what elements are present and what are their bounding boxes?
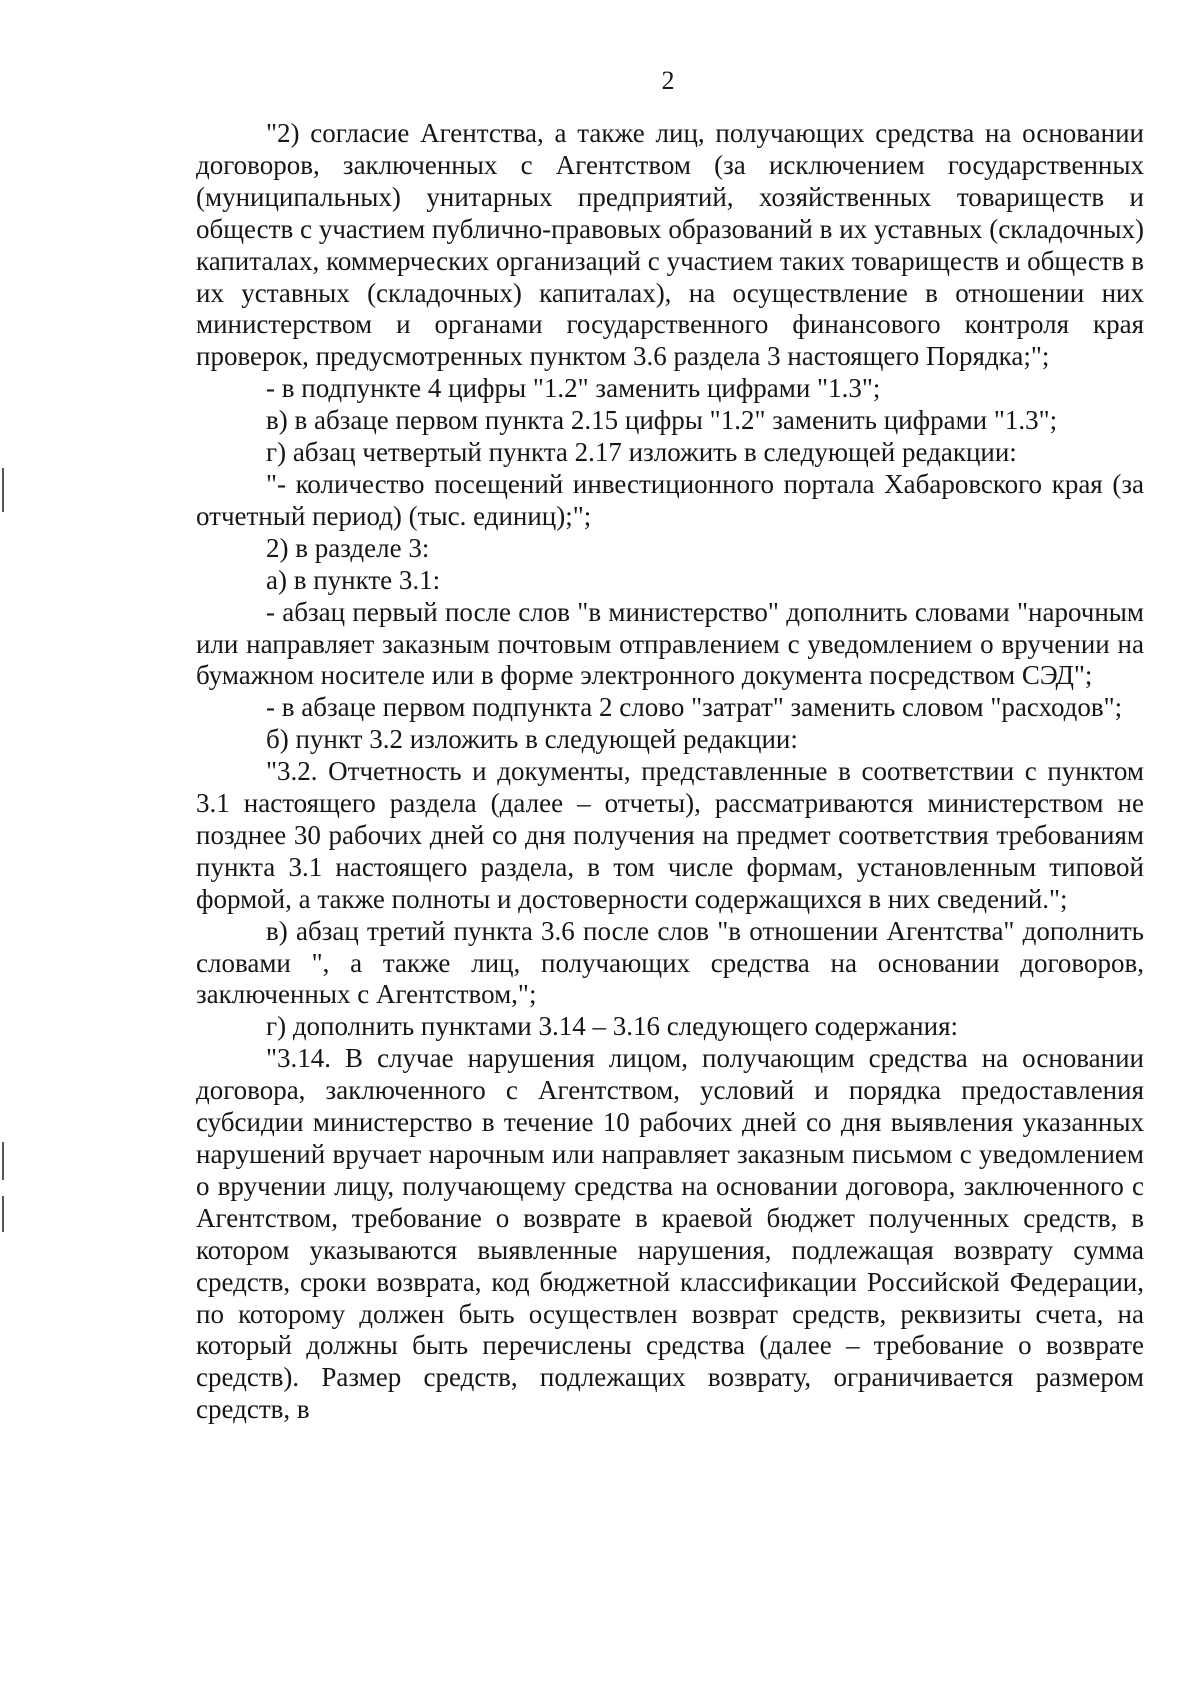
scan-edge-mark xyxy=(2,1196,4,1232)
paragraph-point-3-2-intro: б) пункт 3.2 изложить в следующей редакции: xyxy=(266,724,798,755)
page-number: 2 xyxy=(661,66,675,95)
scan-edge-mark xyxy=(2,468,4,512)
document-body xyxy=(196,118,1144,1426)
paragraph-subpoint-4: - в подпункте 4 цифры "1.2" заменить цифрами "1.3"; xyxy=(266,373,881,404)
scan-edge-mark xyxy=(2,1142,4,1180)
paragraph-portal-visits: "- количество посещений инвестиционного портала Хабаровского края (за отчетный период) (тыс. единиц);"; xyxy=(196,468,1144,531)
paragraph-points-3-14-3-16: г) дополнить пунктами 3.14 – 3.16 следующего содержания: xyxy=(266,1011,958,1042)
paragraph-point-3-14: "3.14. В случае нарушения лицом, получающим средства на основании договора, заключенного с Агентством, условий и порядка предоставления субсидии министерство в течение 10 рабочих дней со дня выявления указанных нарушений вручает нарочным или направляет заказным письмом с уведомлением о вручении лицу, получающему средства на основании договора, заключенного с Агентством, требование о возврате в краевой бюджет полученных средств, в котором указываются выявленные нарушения, подлежащая возврату сумма средств, сроки возврата, код бюджетной классификации Российской Федерации, по которому должен быть осуществлен возврат средств, реквизиты счета, на который должны быть перечислены средства (далее – требование о возврате средств). Размер средств, подлежащих возврату, ограничивается размером средств, в xyxy=(196,1043,1144,1425)
paragraph-point-2-17: г) абзац четвертый пункта 2.17 изложить в следующей редакции: xyxy=(266,437,1017,468)
paragraph-section-3: 2) в разделе 3: xyxy=(266,532,430,563)
paragraph-point-3-2: "3.2. Отчетность и документы, представленные в соответствии с пунктом 3.1 настоящего раздела (далее – отчеты), рассматриваются министерством не позднее 30 рабочих дней со дня получения на предмет соответствия требованиям пункта 3.1 настоящего раздела, в том числе формам, установленным типовой формой, а также полноты и достоверности содержащихся в них сведений."; xyxy=(196,756,1144,914)
paragraph-point-2-15: в) в абзаце первом пункта 2.15 цифры "1.2" заменить цифрами "1.3"; xyxy=(266,405,1058,436)
paragraph-subpoint-2: - в абзаце первом подпункта 2 слово "затрат" заменить словом "расходов"; xyxy=(266,692,1123,723)
paragraph-item-2-consent: "2) согласие Агентства, а также лиц, получающих средства на основании договоров, заключенных с Агентством (за исключением государственных (муниципальных) унитарных предприятий, хозяйственных товариществ и обществ с участием публично-правовых образований в их уставных (складочных) капиталах, коммерческих организаций с участием таких товариществ и обществ в их уставных (складочных) капиталах), на осуществление в отношении них министерством и органами государственного финансового контроля края проверок, предусмотренных пунктом 3.6 раздела 3 настоящего Порядка;"; xyxy=(196,118,1144,372)
paragraph-first-abzac: - абзац первый после слов "в министерство" дополнить словами "нарочным или направляет заказным почтовым отправлением с уведомлением о вручении на бумажном носителе или в форме электронного документа посредством СЭД"; xyxy=(196,596,1144,691)
paragraph-point-3-6: в) абзац третий пункта 3.6 после слов "в отношении Агентства" дополнить словами ", а также лиц, получающих средства на основании договоров, заключенных с Агентством,"; xyxy=(196,915,1144,1010)
paragraph-point-3-1: а) в пункте 3.1: xyxy=(266,564,441,595)
